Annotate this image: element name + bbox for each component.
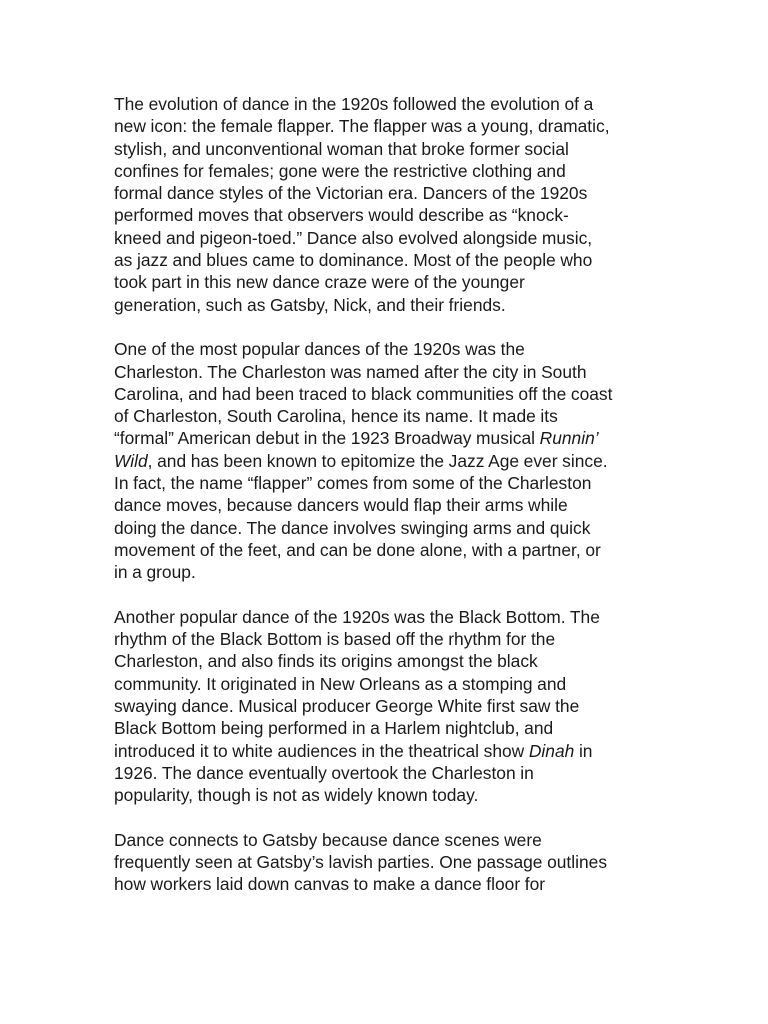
text-segment: in [574, 740, 593, 761]
text-line: dance moves, because dancers would flap their arms while [114, 495, 568, 516]
text-line [114, 740, 662, 762]
text-line: kneed and pigeon-toed.” Dance also evolved alongside music, [114, 227, 593, 248]
musical-title: Wild [114, 450, 148, 471]
text-line: formal dance styles of the Victorian era. Dancers of the 1920s [114, 183, 588, 204]
text-line: took part in this new dance craze were of the younger [114, 272, 525, 293]
text-segment: , and has been known to epitomize the Jazz Age ever since. [147, 450, 608, 471]
text-line [114, 427, 662, 449]
text-line: stylish, and unconventional woman that broke former social [114, 138, 569, 159]
text-line: Charleston. The Charleston was named after the city in South [114, 361, 587, 382]
text-line: Dance connects to Gatsby because dance scenes were [114, 829, 542, 850]
text-line: Another popular dance of the 1920s was the Black Bottom. The [114, 606, 600, 627]
text-line: performed moves that observers would describe as “knock- [114, 205, 569, 226]
text-line: popularity, though is not as widely known today. [114, 785, 479, 806]
document-page [114, 93, 662, 918]
text-line [114, 450, 662, 472]
text-line: In fact, the name “flapper” comes from some of the Charleston [114, 473, 592, 494]
musical-title: Runnin’ [539, 428, 599, 449]
text-line: frequently seen at Gatsby’s lavish parties. One passage outlines [114, 852, 608, 873]
text-line: rhythm of the Black Bottom is based off the rhythm for the [114, 629, 556, 650]
text-segment: introduced it to white audiences in the theatrical show [114, 740, 529, 761]
text-line: how workers laid down canvas to make a dance floor for [114, 874, 546, 895]
text-line: Carolina, and had been traced to black communities off the coast [114, 383, 613, 404]
paragraph-dance-evolution [114, 93, 662, 316]
text-line: swaying dance. Musical producer George White first saw the [114, 696, 580, 717]
text-line: new icon: the female flapper. The flapper was a young, dramatic, [114, 116, 610, 137]
text-line: in a group. [114, 562, 196, 583]
text-line: The evolution of dance in the 1920s followed the evolution of a [114, 94, 594, 114]
text-line: community. It originated in New Orleans as a stomping and [114, 673, 567, 694]
text-line: as jazz and blues came to dominance. Most of the people who [114, 250, 593, 271]
text-line: 1926. The dance eventually overtook the Charleston in [114, 762, 534, 783]
text-line: doing the dance. The dance involves swinging arms and quick [114, 517, 591, 538]
paragraph-charleston [114, 338, 662, 583]
text-line: of Charleston, South Carolina, hence its name. It made its [114, 406, 558, 427]
paragraph-gatsby-connection [114, 829, 662, 896]
text-line: generation, such as Gatsby, Nick, and their friends. [114, 294, 506, 315]
paragraph-black-bottom [114, 606, 662, 807]
text-line: Charleston, and also finds its origins amongst the black [114, 651, 538, 672]
text-line: One of the most popular dances of the 1920s was the [114, 339, 525, 360]
text-line: Black Bottom being performed in a Harlem nightclub, and [114, 718, 554, 739]
text-line: movement of the feet, and can be done alone, with a partner, or [114, 539, 601, 560]
show-title: Dinah [528, 740, 575, 761]
text-segment: “formal” American debut in the 1923 Broadway musical [114, 428, 540, 449]
text-line: confines for females; gone were the restrictive clothing and [114, 160, 566, 181]
